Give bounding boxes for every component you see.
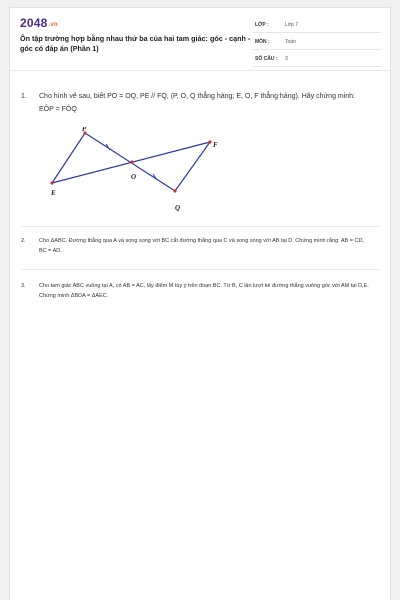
- brand-suffix: .vn: [48, 22, 58, 28]
- meta-value: 3: [285, 56, 288, 62]
- label-f: F: [213, 141, 218, 149]
- question-separator: [21, 226, 380, 227]
- meta-value: Toán: [285, 39, 296, 45]
- point-f: [208, 140, 211, 143]
- header-divider: [10, 70, 390, 71]
- meta-label: MÔN :: [255, 39, 270, 45]
- question-1: [21, 90, 371, 116]
- brand-logo[interactable]: [20, 16, 58, 30]
- worksheet-page: [9, 7, 391, 600]
- meta-value: Lớp 7: [285, 22, 299, 28]
- question-2: [21, 236, 371, 256]
- brand-name: 2048: [20, 16, 48, 30]
- geometry-figure: [50, 127, 235, 217]
- meta-row-question-count: [253, 50, 381, 67]
- point-o: [130, 160, 133, 163]
- question-separator: [21, 269, 380, 270]
- question-text: Cho hình vẽ sau, biết PO = OQ, PE // FQ, (P, O, Q thẳng hàng; E, O, F thẳng hàng). Hãy chứng minh: EÔP = FÔQ: [39, 93, 356, 113]
- header: [10, 8, 390, 68]
- question-text: Cho ΔABC. Đường thẳng qua A và song song với BC cắt đường thẳng qua C và song song với AB tại D. Chứng minh rằng: AB = CD, BC = AD.: [39, 238, 364, 254]
- question-text: Cho tam giác ABC vuông tại A, có AB = AC, lấy điểm M tùy ý trên đoạn BC. Từ B, C lần lượt kẻ đường thẳng vuông góc với AM tại D,E. Chứng minh ΔBDA = ΔAEC.: [39, 283, 369, 299]
- segment-pq: [85, 133, 175, 191]
- meta-label: LỚP :: [255, 22, 269, 28]
- label-e: E: [51, 189, 56, 197]
- label-p: P: [82, 127, 87, 133]
- figure-svg: [50, 127, 235, 217]
- label-o: O: [131, 173, 137, 181]
- meta-info: [253, 16, 381, 67]
- meta-row-class: [253, 16, 381, 33]
- point-q: [173, 189, 176, 192]
- meta-label: SỐ CÂU :: [255, 56, 278, 62]
- question-number: 1.: [21, 93, 27, 100]
- question-3: [21, 281, 371, 301]
- question-number: 3.: [21, 283, 26, 289]
- question-number: 2.: [21, 238, 26, 244]
- document-title: Ôn tập trường hợp bằng nhau thứ ba của hai tam giác: góc - cạnh - góc có đáp án (Phần 1): [20, 34, 251, 53]
- label-q: Q: [175, 204, 181, 212]
- point-e: [50, 181, 53, 184]
- meta-row-subject: [253, 33, 381, 50]
